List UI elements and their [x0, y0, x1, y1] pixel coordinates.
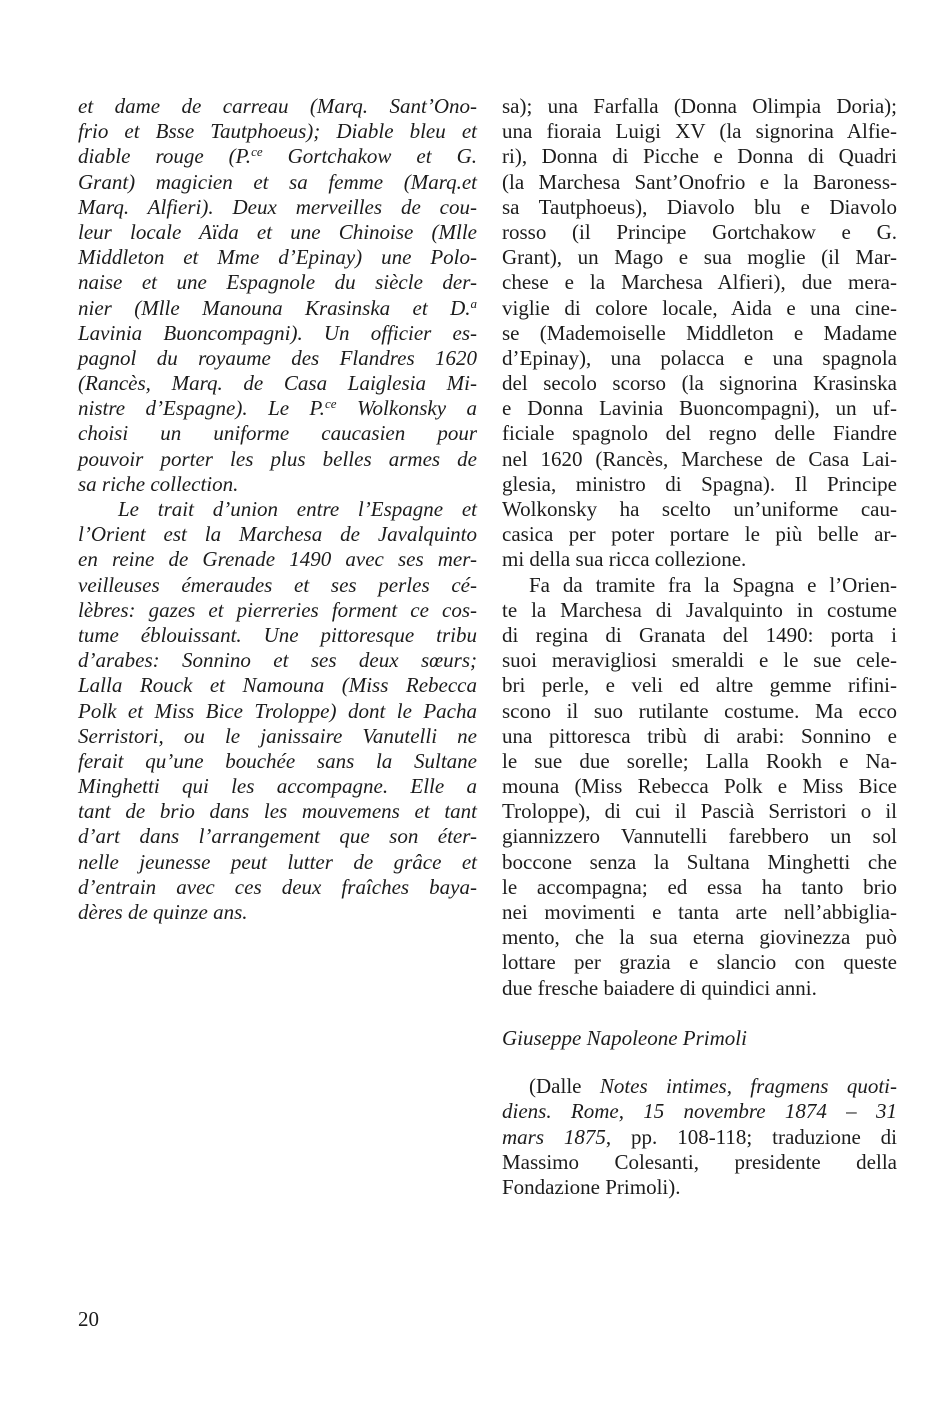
- text-line: Massimo Colesanti, presidente della: [502, 1149, 897, 1174]
- text-line: ficiale spagnolo del regno delle Fiandre: [502, 421, 897, 446]
- text-line: pagnol du royaume des Flandres 1620: [78, 345, 477, 370]
- text-line: leur locale Aïda et une Chinoise (Mlle: [78, 219, 477, 244]
- text-line: veilleuses émeraudes et ses perles cé-: [78, 572, 477, 597]
- text-line: sa riche collection.: [78, 471, 239, 496]
- text-line: lottare per grazia e slancio con queste: [502, 950, 897, 975]
- italic-run: diens. Rome, 15 novembre 1874 – 31: [502, 1099, 897, 1124]
- text-line: di regina di Granata del 1490: porta i: [502, 622, 897, 647]
- text-line: [502, 1074, 897, 1099]
- text-run: , pp. 108-118; traduzione di: [605, 1124, 897, 1149]
- text-line: [78, 296, 477, 321]
- paragraph: [502, 573, 897, 1001]
- superscript: a: [470, 295, 477, 311]
- text-line: naise et une Espagnole du siècle der-: [78, 270, 477, 295]
- text-line: Grant) magicien et sa femme (Marq.et: [78, 169, 477, 194]
- text-line: Minghetti qui les accompagne. Elle a: [78, 774, 477, 799]
- text-line: tume éblouissant. Une pittoresque tribu: [78, 622, 477, 647]
- text-line: sa); una Farfalla (Donna Olimpia Doria);: [502, 94, 897, 118]
- text-line: d’Epinay), una polacca e una spagnola: [502, 345, 897, 370]
- text-line: [78, 144, 477, 169]
- text-line: l’Orient est la Marchesa de Javalquinto: [78, 522, 477, 547]
- text-line: [502, 1099, 897, 1124]
- text-line: (Rancès, Marq. de Casa Laiglesia Mi-: [78, 371, 477, 396]
- text-run: Gortchakow et G.: [262, 144, 477, 169]
- text-line: se (Mademoiselle Middleton e Madame: [502, 320, 897, 345]
- text-line: d’arabes: Sonnino et ses deux sœurs;: [78, 648, 477, 673]
- text-line: una fioraia Luigi XV (la signorina Alfie-: [502, 119, 897, 144]
- text-line: en reine de Grenade 1490 avec ses mer-: [78, 547, 477, 572]
- text-line: (la Marchesa Sant’Onofrio e la Baroness-: [502, 169, 897, 194]
- text-line: [78, 396, 477, 421]
- text-line: Fa da tramite fra la Spagna e l’Orien-: [529, 572, 897, 597]
- text-line: Fondazione Primoli).: [502, 1174, 681, 1199]
- text-run: nier (Mlle Manouna Krasinska et D.: [78, 295, 471, 320]
- text-run: Wolkonsky a: [336, 396, 477, 421]
- text-run: nistre d’Espagne). Le P.: [78, 396, 325, 421]
- text-line: casica per poter portare le più belle ar-: [502, 522, 897, 547]
- paragraph: [78, 497, 477, 925]
- italic-run: Notes intimes, fragmens quoti-: [599, 1074, 897, 1099]
- text-line: nelle jeunesse peut lutter de grâce et: [78, 849, 477, 874]
- paragraph: [78, 94, 477, 497]
- text-line: Polk et Miss Bice Troloppe) dont le Pacha: [78, 698, 477, 723]
- text-line: scono il suo rutilante costume. Ma ecco: [502, 698, 897, 723]
- text-line: frio et Bsse Tautphoeus); Diable bleu et: [78, 119, 477, 144]
- text-line: nei movimenti e tanta arte nell’abbiglia-: [502, 900, 897, 924]
- text-line: d’art dans l’arrangement que son éter-: [78, 824, 477, 849]
- superscript: ce: [324, 396, 337, 412]
- text-line: ri), Donna di Picche e Donna di Quadri: [502, 144, 897, 169]
- text-line: giannizzero Vannutelli farebbero un sol: [502, 824, 897, 849]
- text-line: chese e la Marchesa Alfieri), due mera-: [502, 270, 897, 295]
- text-line: mouna (Miss Rebecca Polk e Miss Bice: [502, 774, 897, 799]
- text-line: del secolo scorso (la signorina Krasinska: [502, 371, 897, 396]
- text-line: Troloppe), di cui il Pascià Serristori o il: [502, 799, 897, 824]
- text-line: [502, 1125, 897, 1150]
- text-line: dères de quinze ans.: [78, 900, 248, 924]
- text-line: nel 1620 (Rancès, Marchese de Casa Lai-: [502, 446, 897, 471]
- text-line: lèbres: gazes et pierreries forment ce cos-: [78, 597, 477, 622]
- paragraph: [502, 94, 897, 573]
- author-signature: Giuseppe Napoleone Primoli: [502, 1025, 747, 1050]
- italic-run: mars 1875: [502, 1124, 606, 1149]
- text-run: (Dalle: [529, 1074, 600, 1099]
- text-line: viglie di colore locale, Aida e una cine-: [502, 295, 897, 320]
- text-line: boccone senza la Sultana Minghetti che: [502, 849, 897, 874]
- text-line: Wolkonsky ha scelto un’uniforme cau-: [502, 497, 897, 521]
- text-line: bri perle, e veli ed altre gemme rifini-: [502, 673, 897, 698]
- text-line: Marq. Alfieri). Deux merveilles de cou-: [78, 194, 477, 219]
- text-run: diable rouge (P.: [78, 144, 252, 169]
- text-line: Serristori, ou le janissaire Vanutelli ne: [78, 723, 477, 748]
- text-line: choisi un uniforme caucasien pour: [78, 421, 477, 446]
- text-line: sa Tautphoeus), Diavolo blu e Diavolo: [502, 194, 897, 219]
- right-text-column: [502, 94, 897, 1200]
- text-line: tant de brio dans les mouvemens et tant: [78, 799, 477, 824]
- text-line: Grant), un Mago e sua moglie (il Mar-: [502, 245, 897, 270]
- text-line: suoi meravigliosi smeraldi e le sue cele-: [502, 648, 897, 673]
- page-number: 20: [78, 1307, 99, 1331]
- text-line: d’entrain avec ces deux fraîches baya-: [78, 874, 477, 899]
- text-line: e Donna Lavinia Buoncompagni), un uf-: [502, 396, 897, 421]
- text-line: una pittoresca tribù di arabi: Sonnino e: [502, 723, 897, 748]
- source-note: [502, 1074, 897, 1200]
- text-line: Le trait d’union entre l’Espagne et: [118, 497, 477, 521]
- text-line: mi della sua ricca collezione.: [502, 547, 747, 572]
- text-line: le sue due sorelle; Lalla Rookh e Na-: [502, 748, 897, 773]
- superscript: ce: [251, 144, 263, 160]
- text-line: pouvoir porter les plus belles armes de: [78, 446, 477, 471]
- text-line: Lavinia Buoncompagni). Un officier es-: [78, 320, 477, 345]
- text-line: due fresche baiadere di quindici anni.: [502, 975, 817, 1000]
- text-line: mento, che la sua eterna giovinezza può: [502, 925, 897, 950]
- text-line: Middleton et Mme d’Epinay) une Polo-: [78, 245, 477, 270]
- text-line: glesia, ministro di Spagna). Il Principe: [502, 471, 897, 496]
- text-line: rosso (il Principe Gortchakow e G.: [502, 219, 897, 244]
- text-line: le accompagna; ed essa ha tanto brio: [502, 874, 897, 899]
- left-text-column: [78, 94, 477, 925]
- text-line: te la Marchesa di Javalquinto in costume: [502, 597, 897, 622]
- text-line: et dame de carreau (Marq. Sant’Ono-: [78, 94, 477, 118]
- text-line: ferait qu’une bouchée sans la Sultane: [78, 748, 477, 773]
- text-line: Lalla Rouck et Namouna (Miss Rebecca: [78, 673, 477, 698]
